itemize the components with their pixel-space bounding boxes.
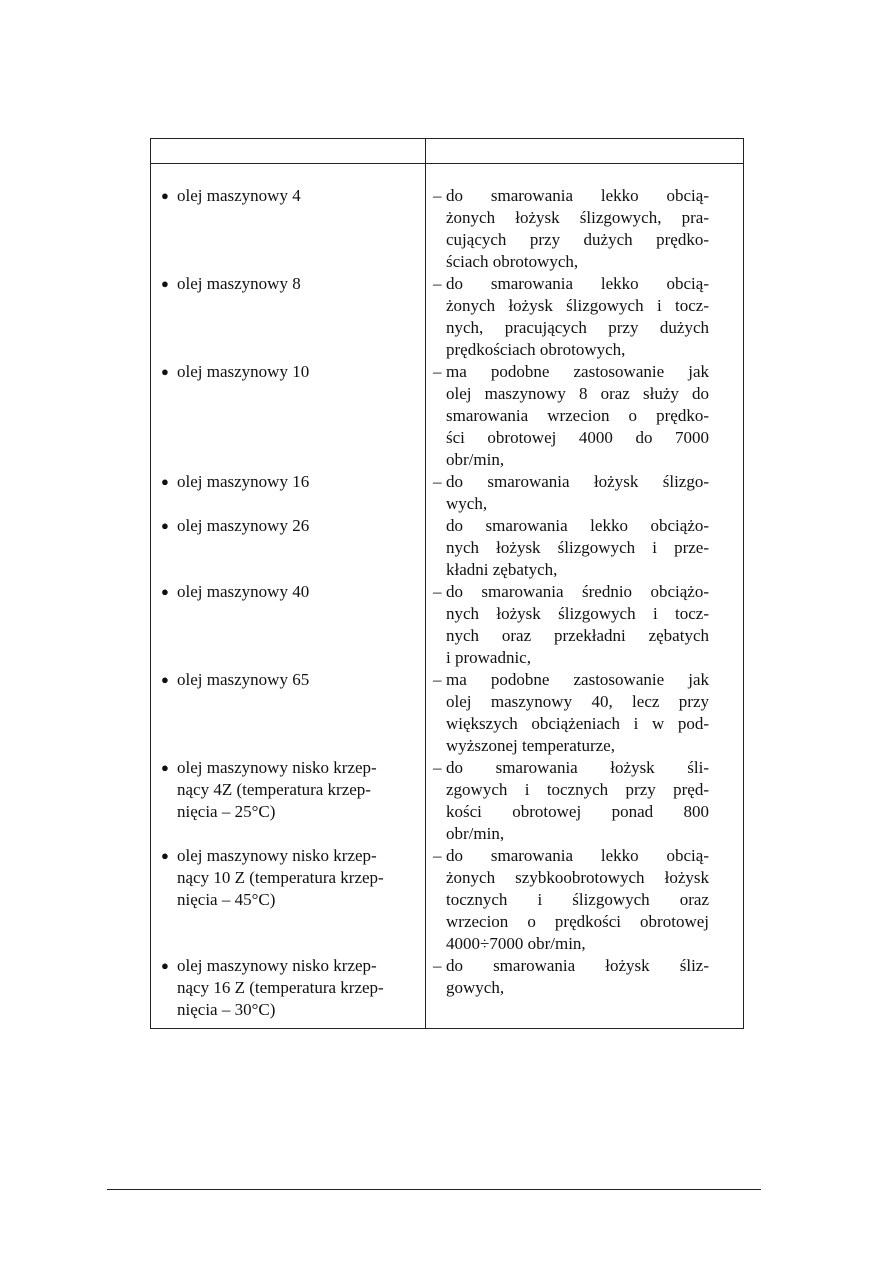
- oil-name-line: olej maszynowy 10: [177, 362, 310, 381]
- oil-name-cell: [161, 669, 423, 691]
- oil-description-line: wrzecion o prędkości obrotowej: [446, 912, 709, 931]
- dash-marker: [433, 207, 446, 229]
- oil-name-cell: [161, 757, 423, 823]
- oil-description-line: i prowadnic,: [446, 648, 531, 667]
- dash-marker: [433, 449, 446, 471]
- oil-name-cell: [161, 515, 423, 537]
- oil-name-line: olej maszynowy 8: [177, 274, 301, 293]
- oil-name-line: nący 10 Z (temperatura krzep-: [177, 868, 384, 887]
- oil-name-line: olej maszynowy 4: [177, 186, 301, 205]
- dash-marker: [433, 713, 446, 735]
- dash-marker: [433, 515, 446, 537]
- oil-description-cell: [433, 955, 709, 999]
- dash-marker: [433, 933, 446, 955]
- oil-description-line: żonych łożysk ślizgowych i tocz-: [446, 296, 709, 315]
- oil-name-line: olej maszynowy 16: [177, 472, 310, 491]
- oil-description-line: smarowania wrzecion o prędko-: [446, 406, 709, 425]
- dash-marker: [433, 779, 446, 801]
- oil-name-line: nięcia – 30°C): [177, 1000, 276, 1019]
- bullet-icon: [161, 801, 177, 823]
- dash-marker: –: [433, 956, 442, 975]
- dash-marker: [433, 867, 446, 889]
- oil-description-line: żonych łożysk ślizgowych, pra-: [446, 208, 709, 227]
- dash-marker: [433, 625, 446, 647]
- dash-marker: [433, 559, 446, 581]
- dash-marker: [433, 317, 446, 339]
- dash-marker: –: [433, 670, 442, 689]
- dash-marker: –: [433, 274, 442, 293]
- oil-description-cell: [433, 471, 709, 515]
- oil-description-line: ści obrotowej 4000 do 7000: [446, 428, 709, 447]
- bullet-icon: ●: [161, 584, 169, 599]
- bullet-icon: [161, 999, 177, 1021]
- oil-description-line: zgowych i tocznych przy pręd-: [446, 780, 709, 799]
- bullet-icon: ●: [161, 760, 169, 775]
- bullet-icon: [161, 977, 177, 999]
- dash-marker: –: [433, 846, 442, 865]
- footer-rule: [107, 1189, 761, 1190]
- oil-description-line: nych, pracujących przy dużych: [446, 318, 709, 337]
- oil-description-line: do smarowania średnio obciążo-: [446, 582, 709, 601]
- dash-marker: [433, 735, 446, 757]
- oil-description-line: do smarowania łożysk śli-: [446, 758, 709, 777]
- dash-marker: [433, 889, 446, 911]
- bullet-icon: ●: [161, 958, 169, 973]
- oil-description-line: wych,: [446, 494, 488, 513]
- oil-description-line: żonych szybkoobrotowych łożysk: [446, 868, 709, 887]
- oil-description-line: olej maszynowy 40, lecz przy: [446, 692, 709, 711]
- oil-description-line: olej maszynowy 8 oraz służy do: [446, 384, 709, 403]
- dash-marker: [433, 493, 446, 515]
- oil-description-cell: [433, 845, 709, 955]
- oil-description-line: nych łożysk ślizgowych i tocz-: [446, 604, 709, 623]
- bullet-icon: ●: [161, 672, 169, 687]
- dash-marker: –: [433, 472, 442, 491]
- dash-marker: [433, 691, 446, 713]
- dash-marker: [433, 911, 446, 933]
- oil-name-line: olej maszynowy nisko krzep-: [177, 758, 377, 777]
- oil-description-line: nych oraz przekładni zębatych: [446, 626, 709, 645]
- oil-description-line: ma podobne zastosowanie jak: [446, 362, 709, 381]
- oil-name-cell: [161, 955, 423, 1021]
- oil-name-line: nący 16 Z (temperatura krzep-: [177, 978, 384, 997]
- oil-description-cell: [433, 185, 709, 273]
- dash-marker: [433, 977, 446, 999]
- oil-name-line: olej maszynowy nisko krzep-: [177, 956, 377, 975]
- dash-marker: [433, 603, 446, 625]
- dash-marker: –: [433, 362, 442, 381]
- bullet-icon: ●: [161, 848, 169, 863]
- dash-marker: [433, 295, 446, 317]
- dash-marker: –: [433, 758, 442, 777]
- oil-name-line: nący 4Z (temperatura krzep-: [177, 780, 371, 799]
- bullet-icon: [161, 867, 177, 889]
- oil-description-line: do smarowania lekko obciążo-: [446, 516, 709, 535]
- oil-description-cell: [433, 581, 709, 669]
- oil-description-line: obr/min,: [446, 450, 505, 469]
- oil-name-cell: [161, 471, 423, 493]
- oil-description-line: prędkościach obrotowych,: [446, 340, 626, 359]
- dash-marker: [433, 383, 446, 405]
- dash-marker: [433, 339, 446, 361]
- dash-marker: [433, 647, 446, 669]
- oil-name-line: olej maszynowy 65: [177, 670, 310, 689]
- oil-description-line: ściach obrotowych,: [446, 252, 579, 271]
- header-rule: [151, 163, 743, 164]
- dash-marker: [433, 823, 446, 845]
- oil-description-line: 4000÷7000 obr/min,: [446, 934, 586, 953]
- oil-description-line: większych obciążeniach i w pod-: [446, 714, 709, 733]
- oil-description-line: kości obrotowej ponad 800: [446, 802, 709, 821]
- bullet-icon: ●: [161, 474, 169, 489]
- oil-description-cell: [433, 757, 709, 845]
- bullet-icon: [161, 889, 177, 911]
- oil-name-cell: [161, 581, 423, 603]
- oil-description-line: do smarowania łożysk śliz-: [446, 956, 709, 975]
- dash-marker: [433, 801, 446, 823]
- oil-name-cell: [161, 185, 423, 207]
- oil-description-line: kładni zębatych,: [446, 560, 558, 579]
- oil-name-cell: [161, 361, 423, 383]
- oil-description-line: cujących przy dużych prędko-: [446, 230, 709, 249]
- column-divider: [425, 139, 426, 1028]
- oil-table: [150, 138, 744, 1029]
- oil-name-cell: [161, 845, 423, 911]
- dash-marker: [433, 251, 446, 273]
- oil-description-line: do smarowania lekko obcią-: [446, 274, 709, 293]
- oil-description-cell: [433, 515, 709, 581]
- oil-description-line: ma podobne zastosowanie jak: [446, 670, 709, 689]
- dash-marker: [433, 405, 446, 427]
- oil-description-line: do smarowania lekko obcią-: [446, 186, 709, 205]
- oil-name-line: olej maszynowy nisko krzep-: [177, 846, 377, 865]
- dash-marker: [433, 427, 446, 449]
- bullet-icon: ●: [161, 276, 169, 291]
- oil-name-line: olej maszynowy 40: [177, 582, 310, 601]
- oil-description-line: tocznych i ślizgowych oraz: [446, 890, 709, 909]
- dash-marker: –: [433, 582, 442, 601]
- oil-description-line: obr/min,: [446, 824, 505, 843]
- oil-description-line: gowych,: [446, 978, 505, 997]
- oil-description-line: nych łożysk ślizgowych i prze-: [446, 538, 709, 557]
- oil-name-line: olej maszynowy 26: [177, 516, 310, 535]
- oil-description-cell: [433, 273, 709, 361]
- oil-description-line: do smarowania łożysk ślizgo-: [446, 472, 709, 491]
- oil-description-cell: [433, 361, 709, 471]
- dash-marker: [433, 537, 446, 559]
- bullet-icon: ●: [161, 188, 169, 203]
- oil-description-cell: [433, 669, 709, 757]
- oil-name-line: nięcia – 45°C): [177, 890, 276, 909]
- bullet-icon: ●: [161, 364, 169, 379]
- bullet-icon: ●: [161, 518, 169, 533]
- dash-marker: –: [433, 186, 442, 205]
- oil-name-line: nięcia – 25°C): [177, 802, 276, 821]
- dash-marker: [433, 229, 446, 251]
- oil-name-cell: [161, 273, 423, 295]
- bullet-icon: [161, 779, 177, 801]
- oil-description-line: do smarowania lekko obcią-: [446, 846, 709, 865]
- oil-description-line: wyższonej temperaturze,: [446, 736, 615, 755]
